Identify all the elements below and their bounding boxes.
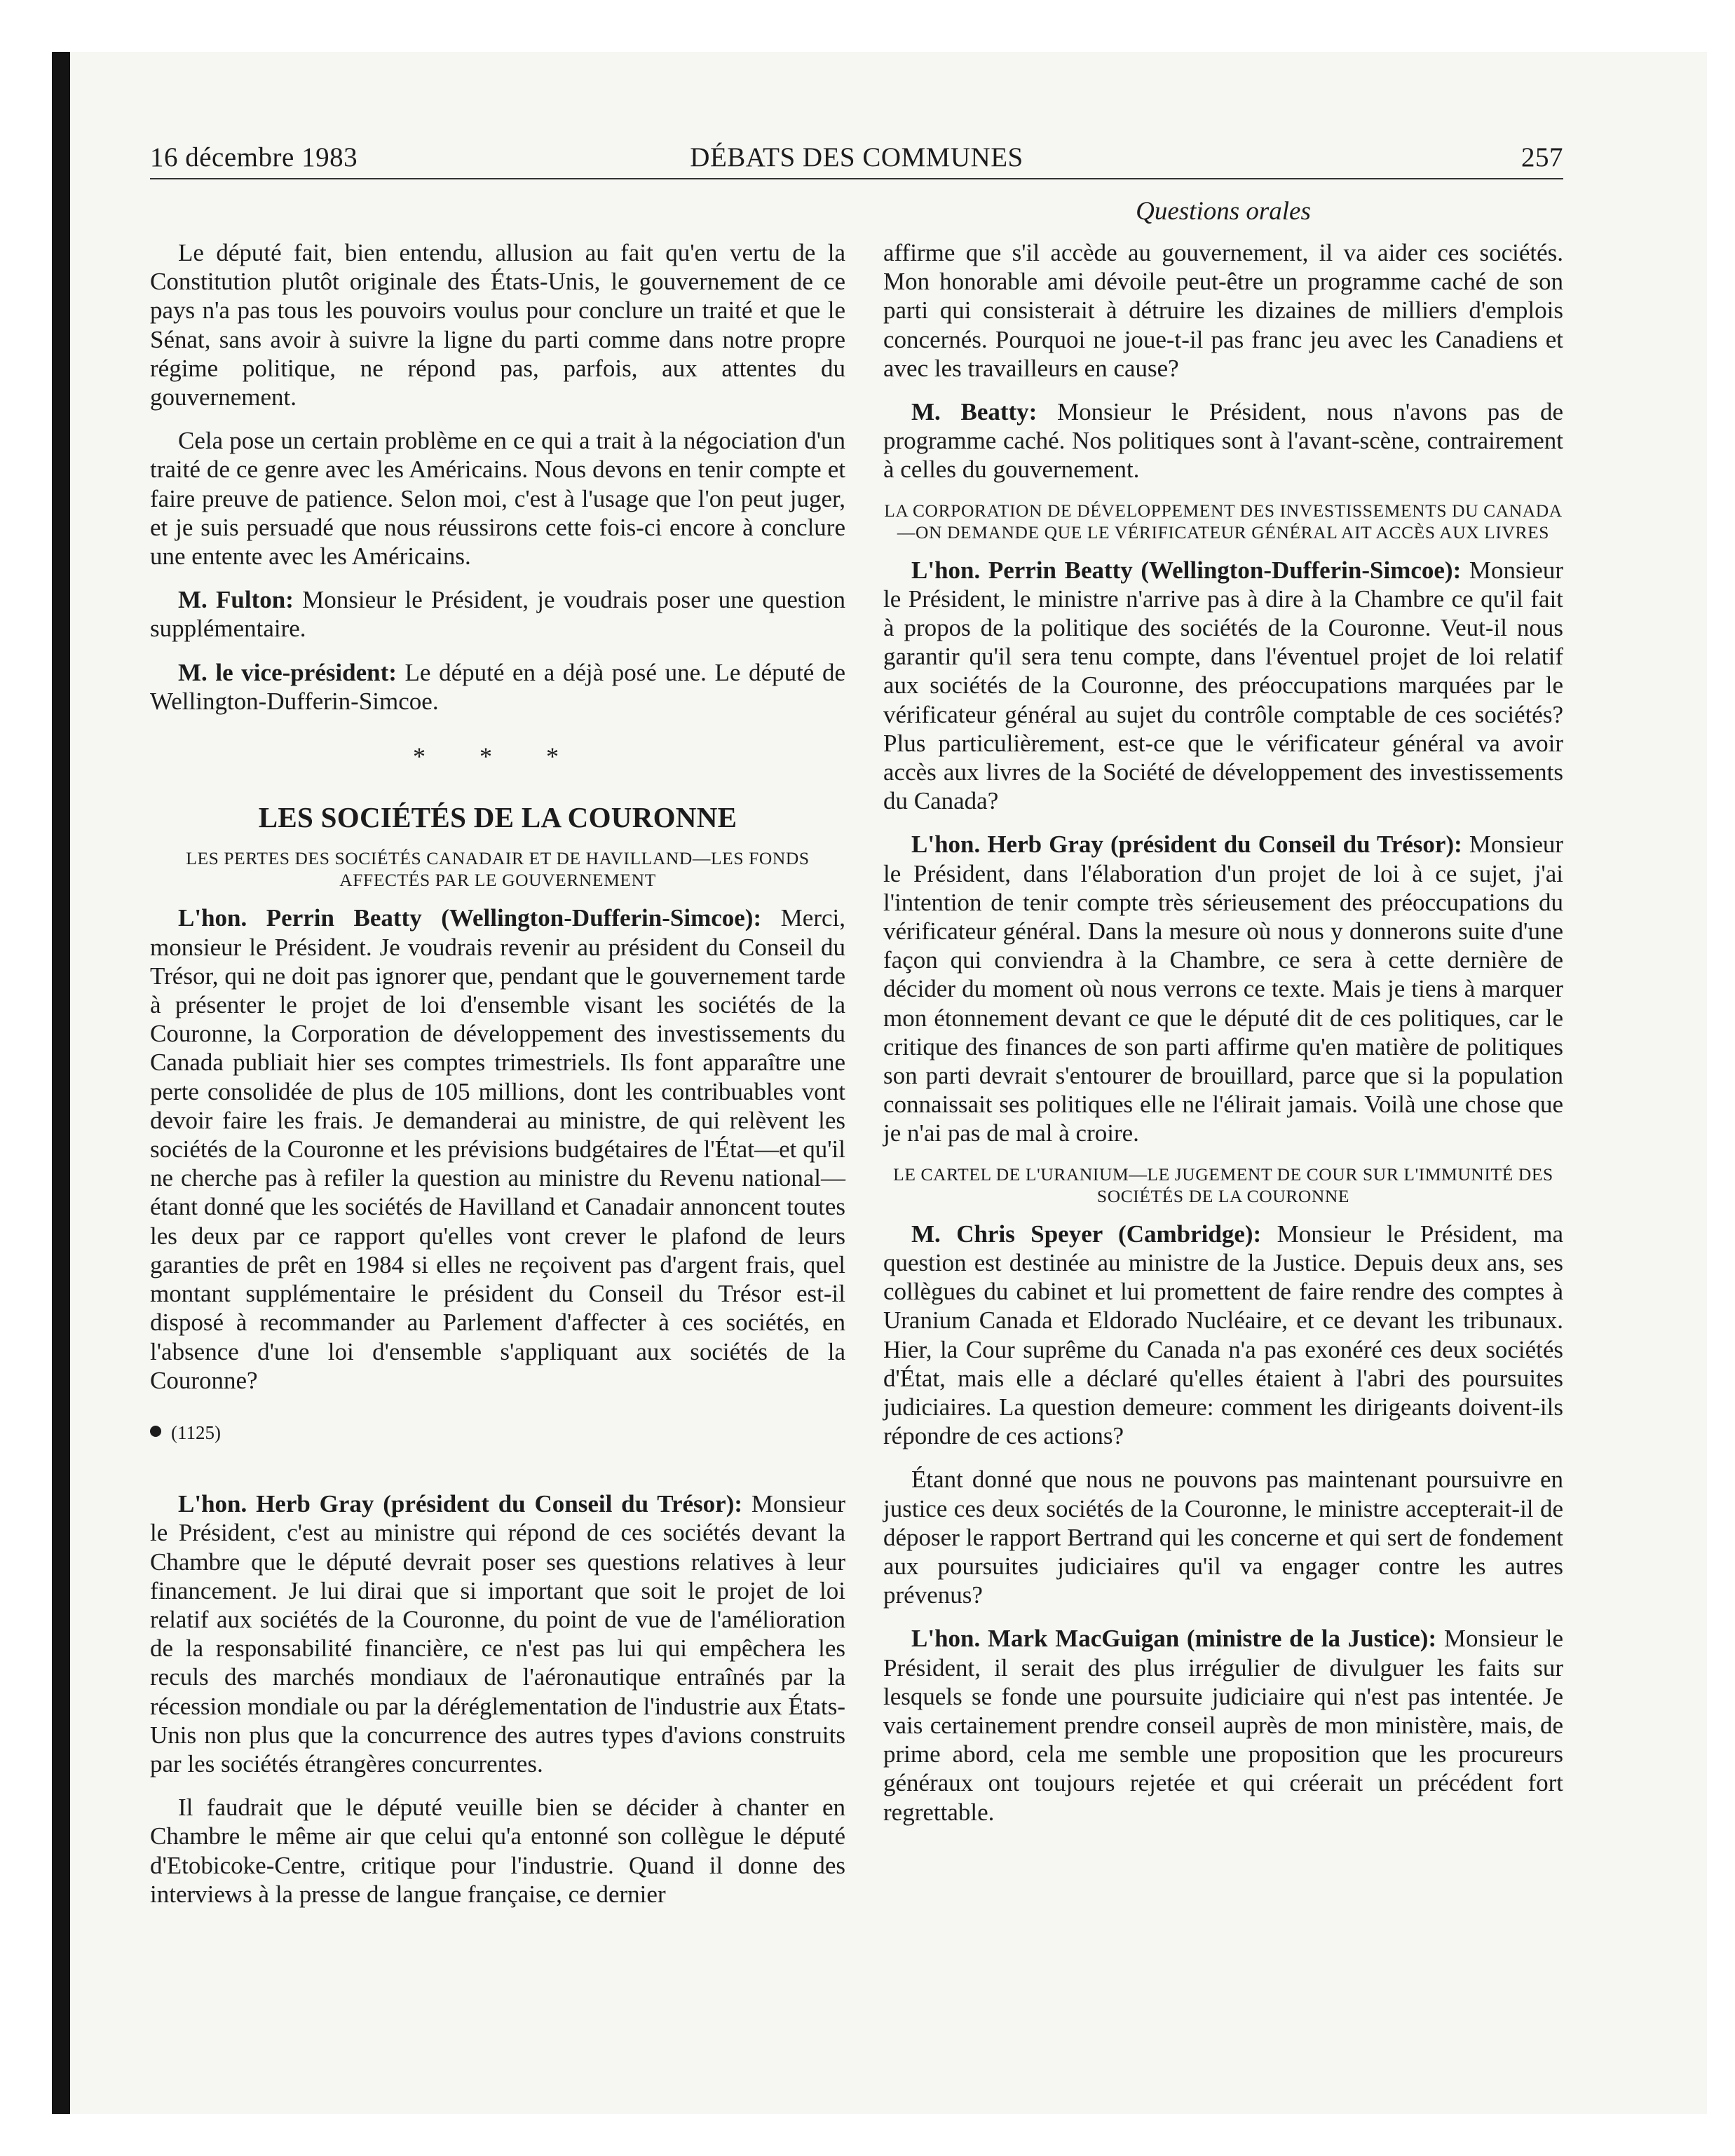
header-date: 16 décembre 1983 <box>150 142 358 172</box>
speech <box>150 658 845 716</box>
right-column <box>883 238 1563 1841</box>
speech <box>883 397 1563 484</box>
paragraph: Cela pose un certain problème en ce qui a trait à la négociation d'un traité de ce genre avec les Américains. Nous devons en tenir compte et faire preuve de patience. Selon moi, c'est à l'usage que l'on peut juger, et je suis persuadé que nous réussirons cette fois-ci encore à conclure une entente avec les Américains. <box>150 427 845 571</box>
speaker-name: M. Chris Speyer (Cambridge): <box>911 1220 1262 1248</box>
speaker-name: L'hon. Perrin Beatty (Wellington-Dufferin-Simcoe): <box>911 556 1462 584</box>
speech-text: Monsieur le Président, le ministre n'arrive pas à dire à la Chambre ce qu'il fait à propos de la politique des sociétés de la Couronne. Veut-il nous garantir qu'il sera tenu compte, dans l'éventuel projet de loi relatif aux sociétés de la Couronne, des préoccupations marquées par le vérificateur général au sujet du contrôle comptable de ces sociétés? Plus particulièrement, est-ce que le vérificateur général va avoir accès aux livres de la Société de développement des investissements du Canada? <box>883 556 1563 815</box>
speech-text: Monsieur le Président, il serait des plus irrégulier de divulguer les faits sur lesquels se fonde une poursuite judiciaire qui n'est pas intentée. Je vais certainement prendre conseil auprès de mon ministère, mais, de prime abord, cela me semble une proposition que les procureurs généraux ont toujours rejetée et qui créerait un précédent fort regrettable. <box>883 1625 1563 1826</box>
speech-text: Monsieur le Président, je voudrais poser une question supplémentaire. <box>150 586 845 643</box>
speech-text: Monsieur le Président, c'est au ministre qui répond de ces sociétés devant la Chambre que le député devrait poser ses questions relatives à leur financement. Je lui dirai que si important que soit le projet de loi relatif aux sociétés de la Couronne, du point de vue de l'amélioration de la responsabilité financière, ce n'est pas lui qui empêchera les reculs des marchés mondiaux de l'aéronautique entraînés par la récession mondiale ou par la déréglementation de l'industrie aux États-Unis non plus que la concurrence des autres types d'avions construits par les sociétés étrangères concurrentes. <box>150 1490 846 1778</box>
scan-binding-edge <box>52 52 70 2114</box>
subheading: LES PERTES DES SOCIÉTÉS CANADAIR ET DE HAVILLAND—LES FONDS AFFECTÉS PAR LE GOUVERNEMENT <box>186 848 810 891</box>
speaker-name: L'hon. Herb Gray (président du Conseil du Trésor): <box>911 831 1462 859</box>
timestamp <box>150 1419 845 1447</box>
timestamp-text: (1125) <box>171 1421 221 1443</box>
speech-text: Le député en a déjà posé une. Le député de Wellington-Dufferin-Simcoe. <box>150 658 845 715</box>
section-title: LES SOCIÉTÉS DE LA COURONNE <box>258 801 737 834</box>
speaker-name: M. Fulton: <box>178 586 294 614</box>
speech <box>883 1220 1563 1451</box>
speaker-name: L'hon. Perrin Beatty (Wellington-Dufferin-Simcoe): <box>178 904 762 932</box>
section-separator: * * * <box>413 742 583 771</box>
speech <box>883 830 1563 1147</box>
paragraph: Étant donné que nous ne pouvons pas maintenant poursuivre en justice ces deux sociétés de la Couronne, le ministre accepterait-il de déposer le rapport Bertrand qui les concerne et qui sert de fondement aux poursuites judiciaires qu'il va engager contre les autres prévenus? <box>883 1466 1563 1609</box>
header-title: DÉBATS DES COMMUNES <box>690 142 1023 172</box>
speaker-name: M. Beatty: <box>911 398 1037 426</box>
speaker-name: M. le vice-président: <box>178 658 397 686</box>
running-head: Questions orales <box>1136 197 1311 226</box>
speech <box>150 903 845 1394</box>
speech-text: Monsieur le Président, dans l'élaboration d'un projet de loi à ce sujet, j'ai l'intention de tenir compte très sérieusement des préoccupations du vérificateur général. Dans la mesure où nous y donnerons suite d'une façon qui conviendra à la Chambre, ce sera à cette dernière de décider du moment où nous verrons ce texte. Mais je tiens à marquer mon étonnement devant ce que le député dit de ces politiques, car le critique des finances de son parti affirme qu'en matière de politiques son parti devrait s'entourer de brouillard, parce que si la population connaissait ses politiques elle ne l'élirait jamais. Voilà une chose que je n'ai pas de mal à croire. <box>883 831 1564 1147</box>
speech <box>150 1489 845 1778</box>
paragraph: Il faudrait que le député veuille bien se décider à chanter en Chambre le même air que celui qu'a entonné son collègue le député d'Etobicoke-Centre, critique pour l'industrie. Quand il donne des interviews à la presse de langue française, ce dernier <box>150 1794 845 1908</box>
subheading: LE CARTEL DE L'URANIUM—LE JUGEMENT DE COUR SUR L'IMMUNITÉ DES SOCIÉTÉS DE LA COURONNE <box>893 1164 1553 1206</box>
speech-text: Monsieur le Président, ma question est destinée au ministre de la Justice. Depuis deux ans, ses collègues du cabinet et lui promettent de faire rendre des comptes à Uranium Canada et Eldorado Nucléaire, et ce devant les tribunaux. Hier, la Cour suprême du Canada n'a pas exonéré ces deux sociétés d'État, mais elle a déclaré qu'elles étaient à l'abri des poursuites judiciaires. La question demeure: comment les dirigeants doivent-ils répondre de ces actions? <box>883 1220 1563 1450</box>
speech-text: Merci, monsieur le Président. Je voudrais revenir au président du Conseil du Trésor, qui ne doit pas ignorer que, pendant que le gouvernement tarde à présenter le projet de loi d'ensemble visant les sociétés de la Couronne, la Corporation de développement des investissements du Canada publiait hier ses comptes trimestriels. Ils font apparaître une perte consolidée de plus de 105 millions, dont les contribuables vont devoir faire les frais. Je demanderai au ministre, de qui relèvent les sociétés de la Couronne et les prévisions budgétaires de l'État—et qu'il ne cherche pas à refiler la question au ministre du Revenu national—étant donné que les sociétés de Havilland et Canadair annoncent toutes les deux par ce rapport qu'elles vont crever le plafond de leurs garanties de prêt en 1984 si elles ne reçoivent pas d'argent frais, quel montant supplémentaire le président du Conseil du Trésor est-il disposé à recommander au Parlement d'affecter à ces sociétés, en l'absence d'une loi d'ensemble s'appliquant aux sociétés de la Couronne? <box>150 904 845 1394</box>
speech <box>883 1624 1563 1826</box>
left-column <box>150 238 845 1923</box>
paragraph: Le député fait, bien entendu, allusion au fait qu'en vertu de la Constitution plutôt originale des États-Unis, le gouvernement de ce pays n'a pas tous les pouvoirs voulus pour conclure un traité et que le Sénat, sans avoir à suivre la ligne du parti comme dans notre propre régime politique, ne répond pas, parfois, aux attentes du gouvernement. <box>150 239 845 411</box>
speaker-name: L'hon. Mark MacGuigan (ministre de la Justice): <box>911 1625 1437 1653</box>
speech <box>883 556 1563 816</box>
page-header <box>150 143 1563 179</box>
speaker-name: L'hon. Herb Gray (président du Conseil du Trésor): <box>178 1490 743 1518</box>
subheading: LA CORPORATION DE DÉVELOPPEMENT DES INVESTISSEMENTS DU CANADA—ON DEMANDE QUE LE VÉRIFICATEUR GÉNÉRAL AIT ACCÈS AUX LIVRES <box>884 500 1563 543</box>
bullet-icon <box>150 1426 161 1437</box>
paragraph: affirme que s'il accède au gouvernement, il va aider ces sociétés. Mon honorable ami dévoile peut-être un programme caché de son parti qui consisterait à détruire les dizaines de milliers d'emplois concernés. Pourquoi ne joue-t-il pas franc jeu avec les Canadiens et avec les travailleurs en cause? <box>883 239 1563 382</box>
header-page-number: 257 <box>1521 142 1563 172</box>
speech-text: Monsieur le Président, nous n'avons pas de programme caché. Nos politiques sont à l'avant-scène, contrairement à celles du gouvernement. <box>883 398 1563 484</box>
speech <box>150 585 845 643</box>
